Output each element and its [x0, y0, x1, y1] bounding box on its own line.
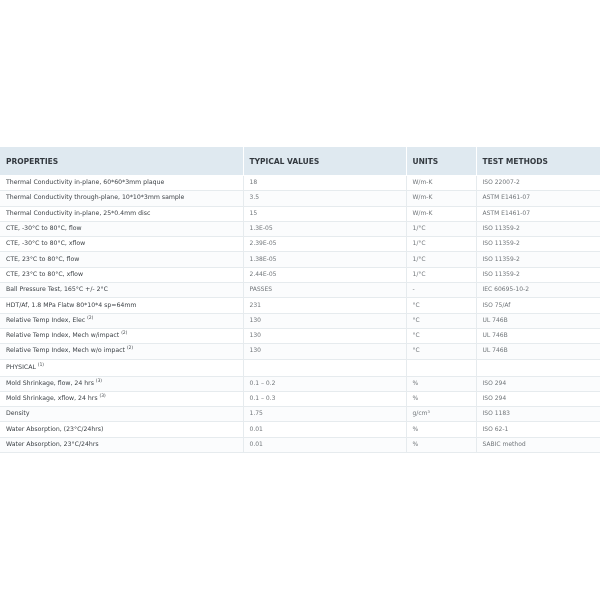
- table-row: [0, 391, 600, 406]
- property-label: Relative Temp Index, Elec: [6, 316, 86, 324]
- unit-cell: 1/°C: [406, 237, 476, 252]
- property-cell: [0, 298, 243, 313]
- property-cell: [0, 391, 243, 406]
- table-row: [0, 237, 600, 252]
- property-label: CTE, -30°C to 80°C, xflow: [6, 240, 86, 248]
- property-cell: [0, 376, 243, 391]
- property-cell: [0, 191, 243, 206]
- method-cell: ISO 11359-2: [476, 237, 600, 252]
- method-cell: ISO 11359-2: [476, 221, 600, 236]
- value-cell: 130: [243, 313, 406, 328]
- method-cell: ISO 294: [476, 376, 600, 391]
- method-cell: ISO 62-1: [476, 422, 600, 437]
- table-row: [0, 191, 600, 206]
- header-units: UNITS: [406, 147, 476, 176]
- footnote-marker: (2): [121, 331, 128, 337]
- method-cell: [476, 359, 600, 376]
- value-cell: 2.44E-05: [243, 267, 406, 282]
- unit-cell: °C: [406, 328, 476, 343]
- method-cell: ISO 11359-2: [476, 267, 600, 282]
- property-label: Relative Temp Index, Mech w/impact: [6, 332, 120, 340]
- method-cell: ISO 1183: [476, 407, 600, 422]
- unit-cell: %: [406, 376, 476, 391]
- table-row: [0, 283, 600, 298]
- property-cell: [0, 328, 243, 343]
- value-cell: 1.3E-05: [243, 221, 406, 236]
- table-row: [0, 422, 600, 437]
- method-cell: UL 746B: [476, 313, 600, 328]
- property-label: Mold Shrinkage, xflow, 24 hrs: [6, 395, 98, 402]
- value-cell: 130: [243, 328, 406, 343]
- value-cell: 130: [243, 344, 406, 359]
- unit-cell: %: [406, 422, 476, 437]
- unit-cell: W/m-K: [406, 176, 476, 191]
- value-cell: [243, 359, 406, 376]
- method-cell: UL 746B: [476, 328, 600, 343]
- unit-cell: %: [406, 437, 476, 452]
- property-label: CTE, 23°C to 80°C, flow: [6, 255, 80, 263]
- unit-cell: W/m-K: [406, 191, 476, 206]
- property-cell: [0, 437, 243, 452]
- unit-cell: W/m-K: [406, 206, 476, 221]
- unit-cell: [406, 359, 476, 376]
- value-cell: 1.75: [243, 407, 406, 422]
- section-row: [0, 359, 600, 376]
- unit-cell: °C: [406, 298, 476, 313]
- property-label: Water Absorption, (23°C/24hrs): [6, 425, 104, 433]
- footnote-marker: (2): [87, 315, 94, 321]
- table-row: [0, 344, 600, 359]
- header-typical-values: TYPICAL VALUES: [243, 147, 406, 176]
- property-label: PHYSICAL: [6, 363, 36, 371]
- property-cell: [0, 252, 243, 267]
- property-cell: [0, 344, 243, 359]
- property-label: CTE, -30°C to 80°C, flow: [6, 225, 82, 233]
- method-cell: IEC 60695-10-2: [476, 283, 600, 298]
- properties-table: [0, 147, 600, 453]
- property-cell: [0, 206, 243, 221]
- unit-cell: 1/°C: [406, 252, 476, 267]
- value-cell: 0.1 – 0.2: [243, 376, 406, 391]
- unit-cell: -: [406, 283, 476, 298]
- unit-cell: °C: [406, 313, 476, 328]
- property-label: Density: [6, 410, 30, 418]
- footnote-marker: (3): [99, 393, 106, 399]
- footnote-marker: (3): [95, 378, 102, 384]
- table-row: [0, 176, 600, 191]
- method-cell: ASTM E1461-07: [476, 206, 600, 221]
- value-cell: 15: [243, 206, 406, 221]
- value-cell: 3.5: [243, 191, 406, 206]
- header-test-methods: TEST METHODS: [476, 147, 600, 176]
- property-cell: [0, 407, 243, 422]
- value-cell: 0.01: [243, 422, 406, 437]
- table-header: [0, 147, 600, 176]
- footnote-marker: (2): [126, 346, 134, 352]
- table-row: [0, 376, 600, 391]
- property-label: HDT/Af, 1.8 MPa Flatw 80*10*4 sp=64mm: [6, 301, 137, 309]
- table-row: [0, 252, 600, 267]
- table-body: [0, 176, 600, 453]
- value-cell: 0.01: [243, 437, 406, 452]
- table-row: [0, 313, 600, 328]
- table-row: [0, 407, 600, 422]
- table-row: [0, 221, 600, 236]
- property-cell: [0, 422, 243, 437]
- method-cell: ISO 22007-2: [476, 176, 600, 191]
- property-label: Relative Temp Index, Mech w/o impact: [6, 347, 125, 355]
- property-cell: [0, 359, 243, 376]
- method-cell: ISO 11359-2: [476, 252, 600, 267]
- method-cell: UL 746B: [476, 344, 600, 359]
- property-cell: [0, 283, 243, 298]
- property-label: Thermal Conductivity through-plane, 10*10*3mm sample: [6, 194, 185, 202]
- table-row: [0, 298, 600, 313]
- unit-cell: °C: [406, 344, 476, 359]
- property-label: Ball Pressure Test, 165°C +/- 2°C: [6, 286, 108, 294]
- unit-cell: 1/°C: [406, 267, 476, 282]
- table-row: [0, 267, 600, 282]
- property-label: CTE, 23°C to 80°C, xflow: [6, 270, 84, 278]
- property-cell: [0, 237, 243, 252]
- unit-cell: g/cm³: [406, 407, 476, 422]
- method-cell: ASTM E1461-07: [476, 191, 600, 206]
- header-properties: PROPERTIES: [0, 147, 243, 176]
- property-label: Thermal Conductivity in-plane, 60*60*3mm plaque: [6, 179, 165, 187]
- value-cell: 231: [243, 298, 406, 313]
- value-cell: 0.1 – 0.3: [243, 391, 406, 406]
- property-label: Water Absorption, 23°C/24hrs: [6, 440, 99, 448]
- value-cell: 1.38E-05: [243, 252, 406, 267]
- unit-cell: %: [406, 391, 476, 406]
- table-row: [0, 206, 600, 221]
- value-cell: 18: [243, 176, 406, 191]
- unit-cell: 1/°C: [406, 221, 476, 236]
- footnote-marker: (1): [37, 362, 44, 368]
- value-cell: PASSES: [243, 283, 406, 298]
- property-cell: [0, 267, 243, 282]
- property-cell: [0, 313, 243, 328]
- property-label: Mold Shrinkage, flow, 24 hrs: [6, 379, 94, 387]
- property-label: Thermal Conductivity in-plane, 25*0.4mm disc: [6, 209, 151, 217]
- method-cell: ISO 75/Af: [476, 298, 600, 313]
- value-cell: 2.39E-05: [243, 237, 406, 252]
- table-row: [0, 328, 600, 343]
- property-cell: [0, 176, 243, 191]
- property-cell: [0, 221, 243, 236]
- table-row: [0, 437, 600, 452]
- method-cell: ISO 294: [476, 391, 600, 406]
- method-cell: SABIC method: [476, 437, 600, 452]
